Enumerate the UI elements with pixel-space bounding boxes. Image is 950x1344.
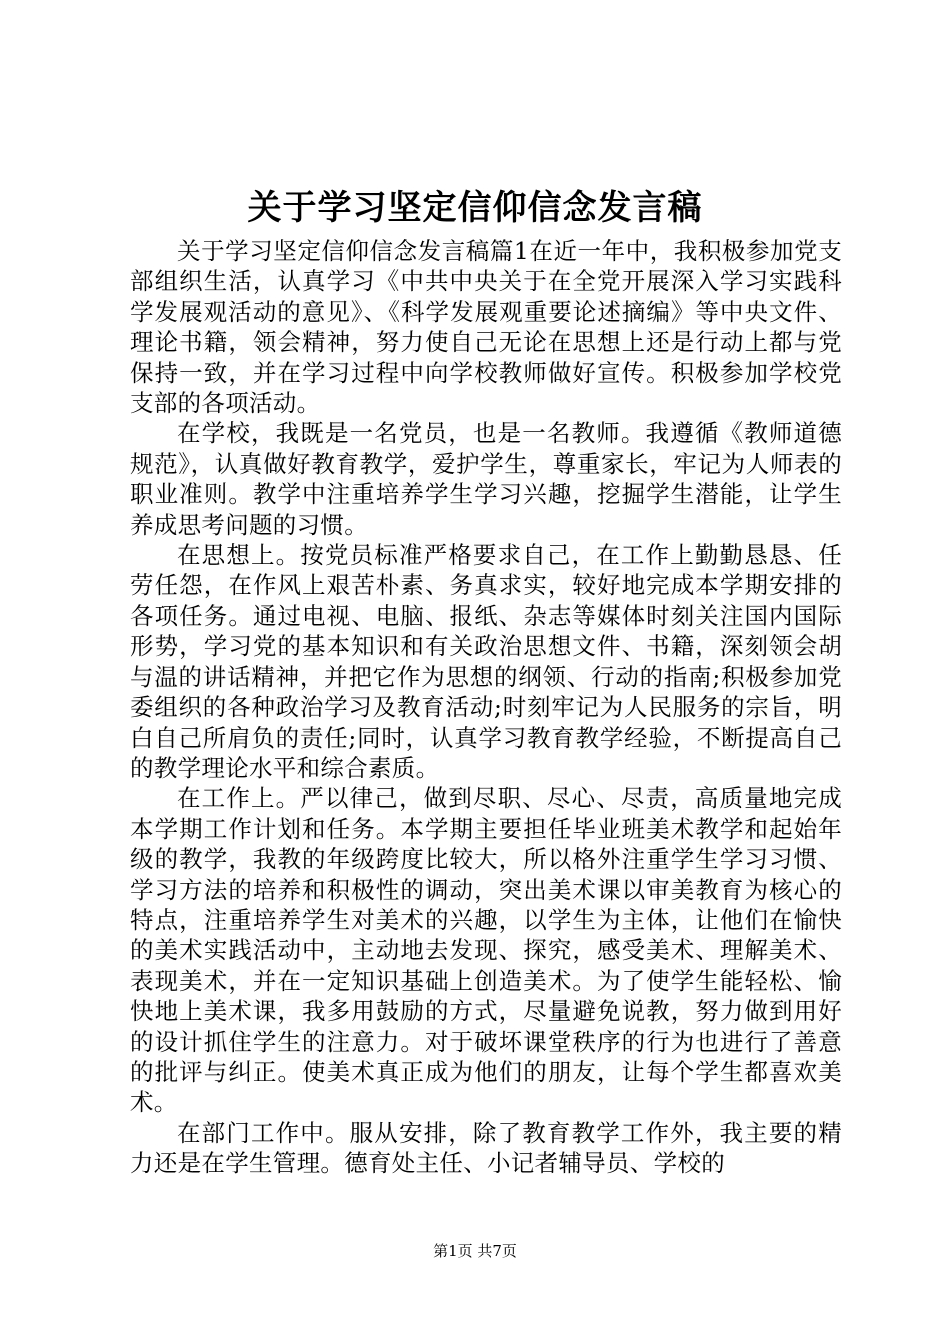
paragraph-3: 在思想上。按党员标准严格要求自己，在工作上勤勤恳恳、任劳任怨，在作风上艰苦朴素、务真求实，较好地完成本学期安排的各项任务。通过电视、电脑、报纸、杂志等媒体时刻关注国内国际形势，学习党的基本知识和有关政治思想文件、书籍，深刻领会胡与温的讲话精神，并把它作为思想的纲领、行动的指南;积极参加党委组织的各种政治学习及教育活动;时刻牢记为人民服务的宗旨，明白自己所肩负的责任;同时，认真学习教育教学经验，不断提高自己的教学理论水平和综合素质。: [130, 541, 842, 782]
paragraph-2: 在学校，我既是一名党员，也是一名教师。我遵循《教师道德规范》，认真做好教育教学，爱护学生，尊重家长，牢记为人师表的职业准则。教学中注重培养学生学习兴趣，挖掘学生潜能，让学生养成思考问题的习惯。: [130, 419, 842, 539]
paragraph-4: 在工作上。严以律己，做到尽职、尽心、尽责，高质量地完成本学期工作计划和任务。本学期主要担任毕业班美术教学和起始年级的教学，我教的年级跨度比较大，所以格外注重学生学习习惯、学习方法的培养和积极性的调动，突出美术课以审美教育为核心的特点，注重培养学生对美术的兴趣，以学生为主体，让他们在愉快的美术实践活动中，主动地去发现、探究，感受美术、理解美术、表现美术，并在一定知识基础上创造美术。为了使学生能轻松、愉快地上美术课，我多用鼓励的方式，尽量避免说教，努力做到用好的设计抓住学生的注意力。对于破坏课堂秩序的行为也进行了善意的批评与纠正。使美术真正成为他们的朋友，让每个学生都喜欢美术。: [130, 784, 842, 1117]
document-title: 关于学习坚定信仰信念发言稿: [247, 188, 703, 228]
paragraph-1: 关于学习坚定信仰信念发言稿篇1在近一年中，我积极参加党支部组织生活，认真学习《中共中央关于在全党开展深入学习实践科学发展观活动的意见》、《科学发展观重要论述摘编》等中央文件、理论书籍，领会精神，努力使自己无论在思想上还是行动上都与党保持一致，并在学习过程中向学校教师做好宣传。积极参加学校党支部的各项活动。: [130, 237, 842, 418]
paragraph-5: 在部门工作中。服从安排，除了教育教学工作外，我主要的精力还是在学生管理。德育处主任、小记者辅导员、学校的: [130, 1118, 842, 1178]
page-footer: 第1页 共7页: [433, 1242, 517, 1260]
document-body: [130, 236, 842, 1179]
